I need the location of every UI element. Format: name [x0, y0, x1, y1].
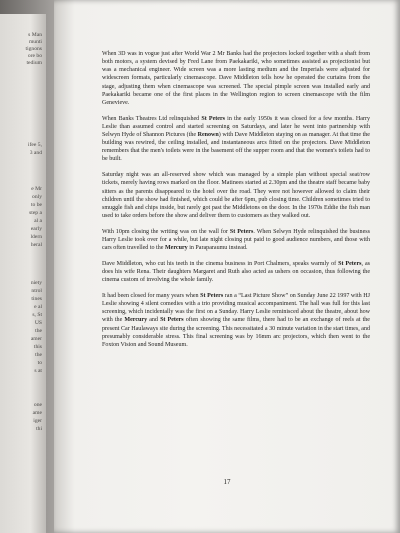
paragraph-3d-widescreen: When 3D was in vogue just after World War 2 Mr Banks had the projectors locked together with a shaft from both motors, a system devised by Fred Lane from Paekakariki, who sometimes assisted as projectionist but was a mechanical engineer. Wide screen was a more lasting medium and the Imperials were adjusted for widescreen formats, particularly cinemascope. Dave Middleton tells how he operated the curtains from the stage, adjusting them when cinemascope was screened. The special pimple screen was installed early and Paekakariki became one of the first places in the Wellington region to screen cinemascope with the film Genevieve.	[102, 51, 370, 106]
paragraph-banks-relinquished: When Banks Theatres Ltd relinquished St Peters in the early 1950s it was closed for a few months. Harry Leslie than assumed control and started screening on Saturdays, and later he went into partnership with Selwyn Hyde of Shannon Pictures (the Renown) with Dave Middleton staying on as manager. At that time the building was rewired, the ceiling installed, and instantaneous arcs fitted on the projectors. Dave Middleton remembers that the men's toilets were in the basement off the supper room and that the women's toilets had to be built.	[102, 115, 370, 163]
prev-page-fragment: e Mr	[31, 186, 42, 192]
prev-page-fragment: early	[30, 226, 42, 232]
prev-page-fragment: the	[35, 352, 42, 358]
previous-page-gutter	[0, 0, 56, 533]
prev-page-fragment: the	[35, 328, 42, 334]
prev-page-fragment: tignons	[25, 46, 42, 52]
prev-page-fragment: ore bo	[27, 53, 42, 59]
prev-page-fragment: only	[32, 194, 42, 200]
prev-page-fragment: munti	[28, 39, 42, 45]
prev-page-fragment: tines	[31, 296, 42, 302]
prev-page-fragment: heral	[30, 242, 42, 248]
prev-page-fragment: s Man	[28, 32, 42, 38]
prev-page-fragment: iger	[33, 418, 42, 424]
prev-page-fragment: to	[37, 360, 42, 366]
page-body	[102, 50, 370, 357]
paragraph-saturday-night: Saturday night was an all-reserved show which was managed by a simple plan without special seat/row tickets, merely having rows marked on the floor. Matinees started at 2.30pm and the theatre staff became baby sitters as the parents disappeared to the hotel over the road. They were not however allowed to claim their children until the show had finished, which could be after 6pm, pub closing time. Children sometimes tried to smuggle fish and chips inside, but rarely got past the Middletons on the door. In the 1970s Eddie the fish man used to take orders before the show and deliver them to customers as they walked out.	[102, 172, 370, 219]
prev-page-fragment: niety	[30, 280, 42, 286]
book-page	[54, 0, 400, 533]
previous-page	[0, 14, 46, 533]
prev-page-fragment: US	[34, 320, 42, 326]
prev-page-fragment: one	[33, 402, 42, 408]
prev-page-fragment: ame	[32, 410, 42, 416]
prev-page-fragment: s at	[34, 368, 42, 374]
paragraph-10pm-closing: With 10pm closing the writing was on the wall for St Peters. When Selwyn Hyde relinquished the business Harry Leslie took over for a while, but late night closing put paid to good audience numbers, and those with cars often travelled to the Mercury in Paraparaumu instead.	[102, 228, 370, 252]
paragraph-last-picture-show: It had been closed for many years when St Peters ran a “Last Picture Show” on Sunday June 22 1997 with HJ Leslie showing 4 silent comedies with a trio providing musical accompaniment. The hall was full for this last screening, which incidentally was the first on a Sunday. Harry Leslie reminisced about the theatre, about how with the Mercury and St Peters often showing the same films, there had to be an exchange of reels at the present Car Haulaways site during the screening. This necessitated a 30 minute variation in the start times, and presumably considerable stress. This final screening was by 16mm arc projectors, which then went to the Foxton Vision and Sound Museum.	[102, 292, 370, 348]
prev-page-fragment: to be	[30, 202, 42, 208]
prev-page-fragment: step a	[29, 210, 42, 216]
prev-page-fragment: this	[33, 344, 42, 350]
prev-page-fragment: s, St	[32, 312, 42, 318]
prev-page-fragment: thi	[36, 426, 42, 432]
prev-page-fragment: ntrol	[31, 288, 42, 294]
prev-page-fragment: al a	[34, 218, 42, 224]
prev-page-fragment: e al	[34, 304, 42, 310]
prev-page-fragment: ldern	[30, 234, 42, 240]
paragraph-dave-middleton: Dave Middleton, who cut his teeth in the cinema business in Port Chalmers, speaks warmly of St Peters, as does his wife Rena. Their daughters Margaret and Ruth also acted as ushers on occasion, thus following the cinema custom of involving the whole family.	[102, 260, 370, 284]
page-number: 17	[223, 478, 231, 486]
prev-page-fragment: 3 and	[29, 150, 42, 156]
prev-page-fragment: ifee 5,	[28, 142, 42, 148]
prev-page-fragment: tedium	[26, 60, 42, 66]
prev-page-fragment: amer	[30, 336, 42, 342]
